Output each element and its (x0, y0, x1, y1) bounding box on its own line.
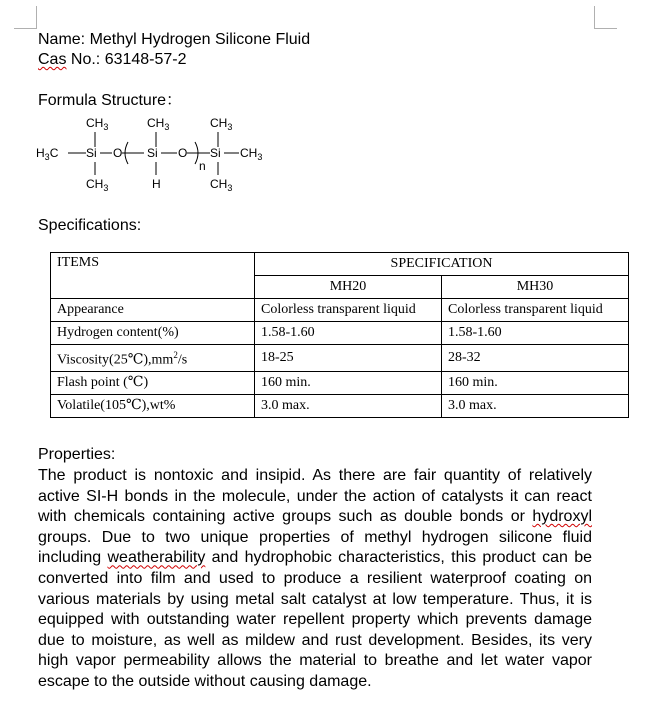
item-viscosity (51, 345, 255, 372)
page-corner-mark-right (594, 6, 617, 29)
formula-ch3-bottom-3: $CH_3$ (210, 177, 233, 193)
formula-ch3-bottom-1: $CH_3$ (86, 177, 109, 193)
specifications-table (50, 252, 629, 418)
table-row (51, 345, 629, 372)
formula-o-2: O (178, 146, 188, 160)
formula-si-2: Si (147, 146, 158, 160)
properties-text-part-2: groups. Due to two unique properties of methyl hydrogen silicone fluid including (38, 528, 592, 567)
mh30-hydrogen-content: 1.58-1.60 (442, 322, 629, 345)
specifications-heading: Specifications: (38, 217, 142, 234)
page-corner-mark-left (14, 6, 37, 29)
properties-paragraph (38, 466, 592, 693)
mh20-flash-point: 160 min. (255, 371, 442, 394)
formula-si-1: Si (86, 146, 97, 160)
formula-o-1: O (113, 146, 123, 160)
mh20-volatile: 3.0 max. (255, 394, 442, 417)
table-row (51, 371, 629, 394)
grade-mh20-header: MH20 (255, 276, 442, 299)
table-row (51, 322, 629, 345)
properties-flagged-word-weatherability: weatherability (107, 549, 206, 567)
item-volatile: Volatile(105℃),wt% (51, 394, 255, 417)
mh30-appearance: Colorless transparent liquid (442, 299, 629, 322)
item-viscosity-label: Viscosity(25℃),mm (57, 352, 174, 368)
cas-number (38, 50, 187, 70)
item-viscosity-unit-tail: /s (177, 352, 188, 368)
formula-structure (36, 112, 276, 196)
cas-label: Cas (38, 51, 67, 68)
item-flash-point: Flash point (℃) (51, 371, 255, 394)
properties-text-part-3: and hydrophobic characteristics, this product can be converted into film and used to produce a resilient waterproof coating on various materials by using metal salt catalyst at low temperature. Thus, it is equipped with outstanding water repellent property which prevents damage due to moisture, as well as mildew and rust development. Besides, its very high vapor permeability allows the material to breathe and let water vapor escape to the outside without causing damage. (38, 549, 592, 690)
mh30-volatile: 3.0 max. (442, 394, 629, 417)
table-row (51, 299, 629, 322)
item-appearance: Appearance (51, 299, 255, 322)
mh30-flash-point: 160 min. (442, 371, 629, 394)
items-header: ITEMS (51, 253, 255, 299)
mh20-hydrogen-content: 1.58-1.60 (255, 322, 442, 345)
mh30-viscosity: 28-32 (442, 345, 629, 372)
formula-ch3-top-1: $CH_3$ (86, 116, 109, 132)
mh20-appearance: Colorless transparent liquid (255, 299, 442, 322)
properties-flagged-word-hydroxyl: hydroxyl (532, 508, 592, 526)
product-name: Name: Methyl Hydrogen Silicone Fluid (38, 31, 311, 48)
table-header-row (51, 253, 629, 276)
properties-text-part-1: The product is nontoxic and insipid. As there are fair quantity of relatively active SI-H bonds in the molecule, under the action of catalysts it can react with chemicals containing active groups such as double bonds or (38, 467, 592, 526)
item-hydrogen-content: Hydrogen content(%) (51, 322, 255, 345)
grade-mh30-header: MH30 (442, 276, 629, 299)
specification-header: SPECIFICATION (255, 253, 629, 276)
formula-heading: Formula Structure： (38, 92, 183, 109)
formula-ch3-end: $CH_3$ (240, 146, 263, 162)
item-viscosity-superscript: 2 (173, 350, 178, 360)
formula-h3c: $H_3C$ (36, 146, 59, 162)
cas-value: No.: 63148-57-2 (66, 51, 187, 68)
formula-n-subscript: n (199, 159, 206, 173)
mh20-viscosity: 18-25 (255, 345, 442, 372)
formula-h-bottom: H (152, 177, 161, 191)
table-row (51, 394, 629, 417)
formula-ch3-top-2: $CH_3$ (147, 116, 170, 132)
properties-heading: Properties: (38, 446, 116, 463)
formula-si-3: Si (210, 146, 221, 160)
formula-ch3-top-3: $CH_3$ (210, 116, 233, 132)
